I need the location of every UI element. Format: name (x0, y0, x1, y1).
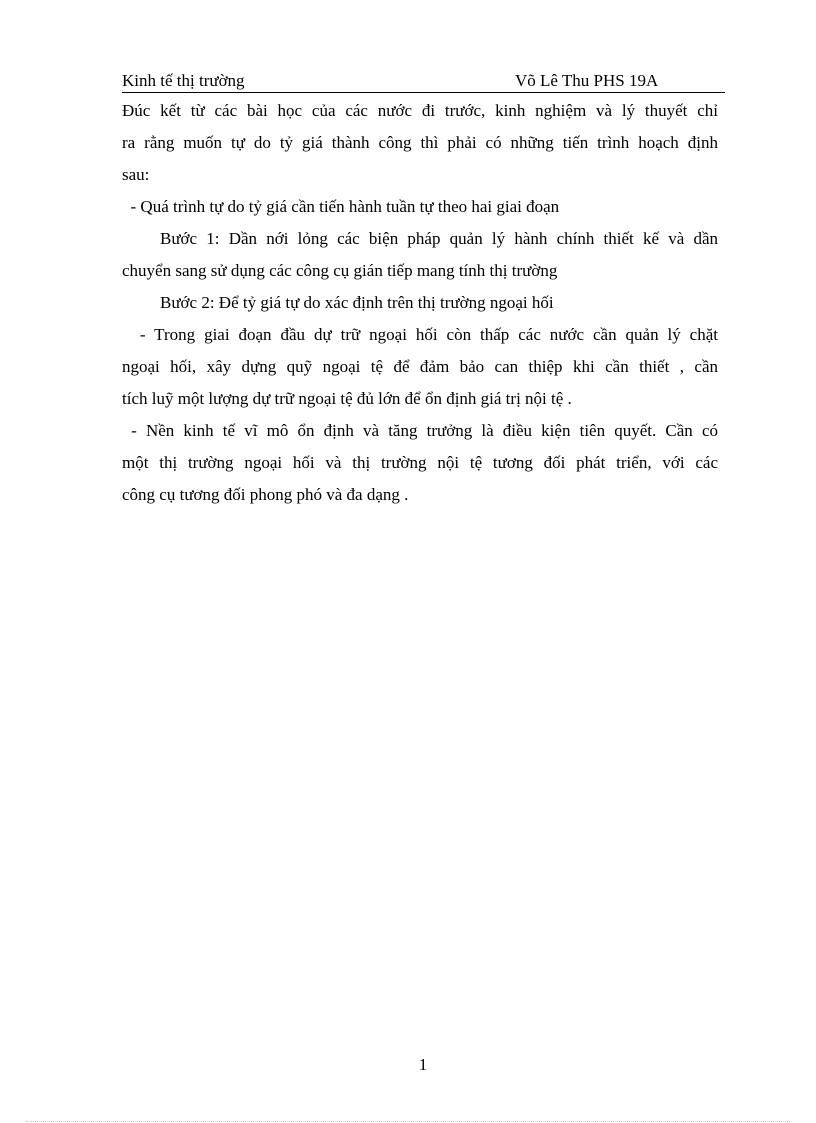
bullet-process-line: - Quá trình tự do tỷ giá cần tiến hành tuần tự theo hai giai đoạn (122, 197, 560, 216)
paragraph-intro-line-1: Đúc kết từ các bài học của các nước đi trước, kinh nghiệm và lý thuyết chỉ (122, 101, 718, 120)
document-body (122, 95, 718, 511)
header-subject: Kinh tế thị trường (122, 71, 245, 90)
page-header (122, 70, 725, 93)
page-number: 1 (418, 1055, 428, 1074)
step-1-line-2: chuyển sang sử dụng các công cụ gián tiếp mang tính thị trường (122, 261, 558, 280)
step-2-line: Bước 2: Để tỷ giá tự do xác định trên thị trường ngoại hối (160, 293, 554, 312)
bullet-macro-line-2: một thị trường ngoại hối và thị trường nội tệ tương đối phát triển, với các (122, 453, 718, 472)
bullet-macro-line-3: công cụ tương đối phong phó và đa dạng . (122, 485, 409, 504)
bullet-reserves-line-1: - Trong giai đoạn đầu dự trữ ngoại hối còn thấp các nước cần quản lý chặt (122, 325, 718, 344)
paragraph-intro-line-2: ra rằng muốn tự do tỷ giá thành công thì phải có những tiến trình hoạch định (122, 133, 718, 152)
paragraph-intro-line-3: sau: (122, 165, 150, 184)
page-bottom-rule (26, 1121, 790, 1122)
bullet-reserves-line-3: tích luỹ một lượng dự trữ ngoại tệ đủ lớn để ổn định giá trị nội tệ . (122, 389, 572, 408)
header-author: Võ Lê Thu PHS 19A (515, 71, 659, 90)
step-1-line-1: Bước 1: Dần nới lỏng các biện pháp quản lý hành chính thiết kế và dần (160, 229, 718, 248)
bullet-reserves-line-2: ngoại hối, xây dựng quỹ ngoại tệ để đảm bảo can thiệp khi cần thiết , cần (122, 357, 718, 376)
bullet-macro-line-1: - Nền kinh tế vĩ mô ổn định và tăng trưởng là điều kiện tiên quyết. Cần có (122, 421, 718, 440)
